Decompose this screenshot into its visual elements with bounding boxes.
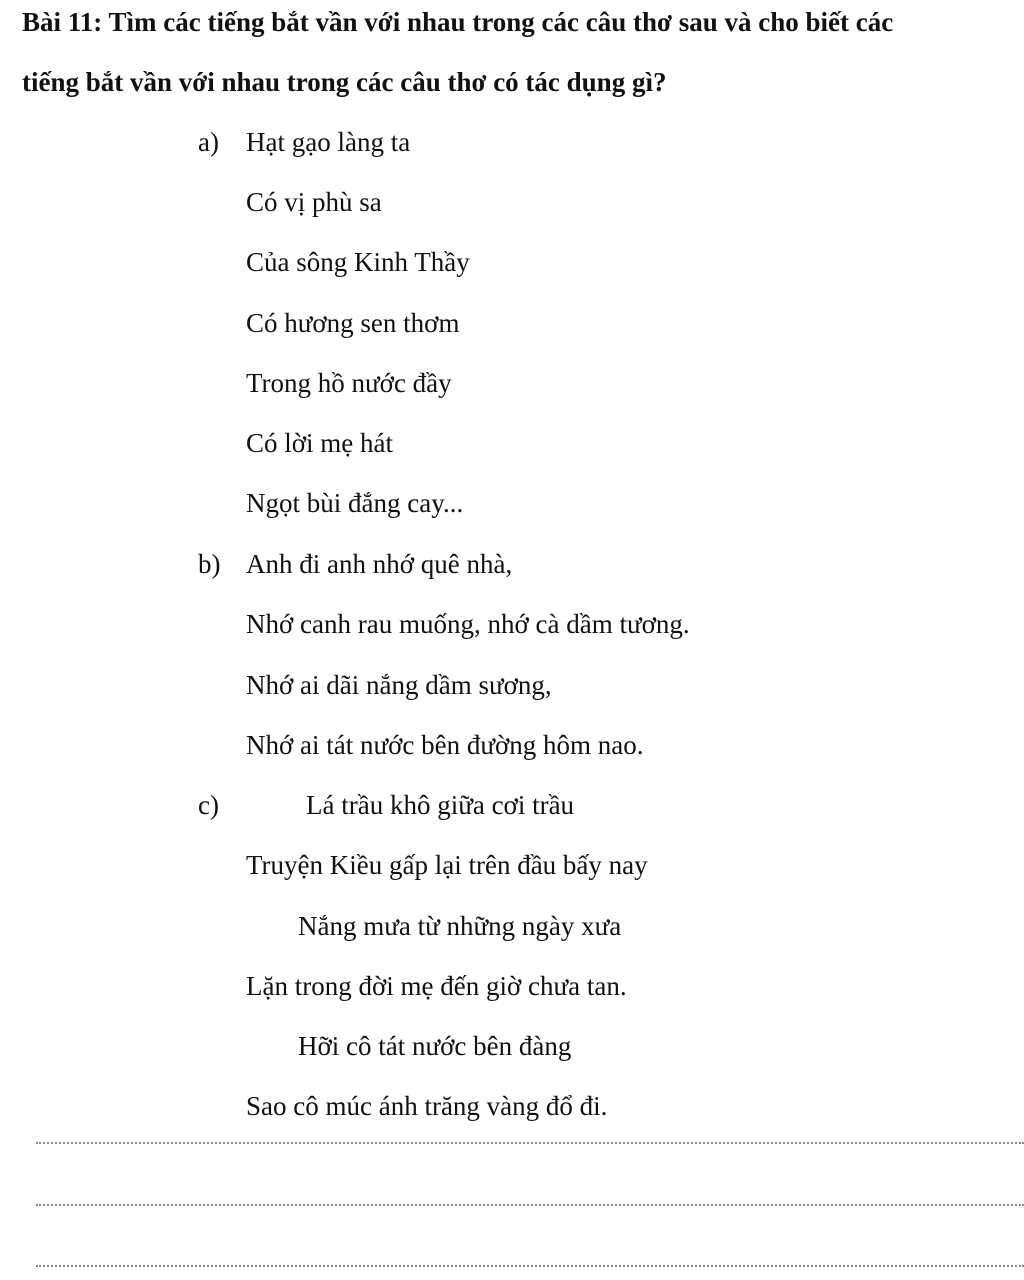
answer-line bbox=[36, 1204, 1024, 1206]
poem-a-line-7: Ngọt bùi đắng cay... bbox=[246, 488, 464, 518]
poem-c-line-4: Lặn trong đời mẹ đến giờ chưa tan. bbox=[246, 971, 627, 1001]
poem-a-line-5: Trong hồ nước đầy bbox=[246, 368, 452, 398]
poem-a-line-1: Hạt gạo làng ta bbox=[246, 127, 411, 157]
poem-c-line-5: Hỡi cô tát nước bên đàng bbox=[298, 1031, 572, 1061]
poem-a-line-2: Có vị phù sa bbox=[246, 187, 382, 217]
poem-b-line-3: Nhớ ai dãi nắng dầm sương, bbox=[246, 670, 552, 700]
poem-a-line-6: Có lời mẹ hát bbox=[246, 428, 394, 458]
poem-c-line-2: Truyện Kiều gấp lại trên đầu bấy nay bbox=[246, 850, 648, 880]
poem-a-line-4: Có hương sen thơm bbox=[246, 308, 460, 338]
exercise-title-line-2: tiếng bắt vần với nhau trong các câu thơ có tác dụng gì? bbox=[22, 67, 667, 97]
poem-c-line-3: Nắng mưa từ những ngày xưa bbox=[298, 911, 622, 941]
poem-b-marker: b) bbox=[198, 549, 221, 579]
poem-b-line-1: Anh đi anh nhớ quê nhà, bbox=[246, 549, 513, 579]
poem-c-line-1: Lá trầu khô giữa cơi trầu bbox=[306, 790, 575, 820]
poem-a-marker: a) bbox=[198, 127, 219, 157]
poem-b-line-2: Nhớ canh rau muống, nhớ cà dầm tương. bbox=[246, 609, 690, 639]
poem-b-line-4: Nhớ ai tát nước bên đường hôm nao. bbox=[246, 730, 644, 760]
answer-line bbox=[36, 1265, 1024, 1267]
poem-c-marker: c) bbox=[198, 790, 219, 820]
answer-line bbox=[36, 1142, 1024, 1144]
poem-a-line-3: Của sông Kinh Thầy bbox=[246, 247, 470, 277]
exercise-title-line-1: Bài 11: Tìm các tiếng bắt vần với nhau trong các câu thơ sau và cho biết các bbox=[22, 7, 894, 37]
poem-c-line-6: Sao cô múc ánh trăng vàng đổ đi. bbox=[246, 1091, 608, 1121]
